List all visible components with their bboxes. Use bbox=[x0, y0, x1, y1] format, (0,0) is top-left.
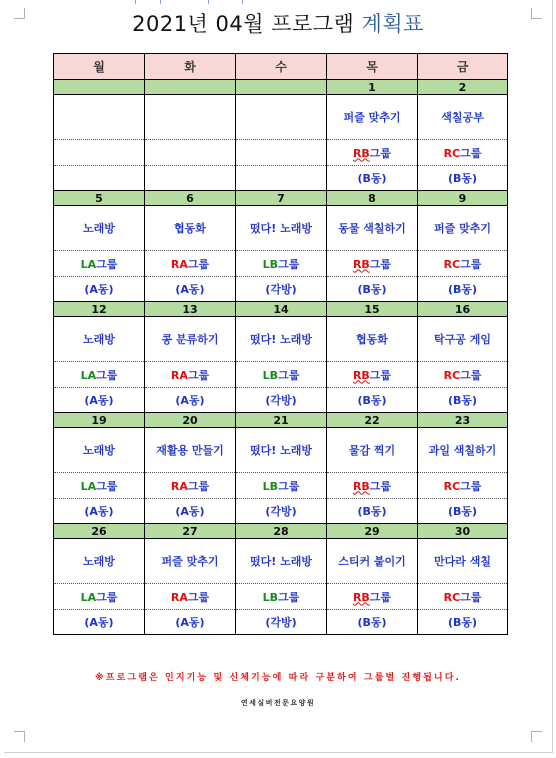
date-cell: 19 bbox=[54, 413, 145, 428]
building-row bbox=[54, 277, 508, 302]
program-row bbox=[54, 206, 508, 251]
group-code: RB bbox=[352, 146, 370, 160]
building-cell: (A동) bbox=[54, 277, 145, 302]
weekday-fri: 금 bbox=[418, 54, 508, 80]
group-cell bbox=[236, 362, 327, 388]
program-cell: 과일 색칠하기 bbox=[418, 428, 508, 473]
group-cell bbox=[418, 584, 508, 610]
program-cell: 떴다! 노래방 bbox=[236, 539, 327, 584]
date-cell: 1 bbox=[327, 80, 418, 95]
date-cell: 13 bbox=[145, 302, 236, 317]
group-code: RC bbox=[443, 590, 461, 604]
building-cell: (B동) bbox=[327, 277, 418, 302]
building-cell: (B동) bbox=[327, 166, 418, 191]
building-cell: (B동) bbox=[418, 610, 508, 635]
group-code: RA bbox=[170, 479, 188, 493]
weekday-mon: 월 bbox=[54, 54, 145, 80]
weekday-wed: 수 bbox=[236, 54, 327, 80]
group-cell bbox=[145, 140, 236, 166]
group-code: RA bbox=[170, 368, 188, 382]
date-cell: 15 bbox=[327, 302, 418, 317]
program-cell: 탁구공 게임 bbox=[418, 317, 508, 362]
program-cell bbox=[54, 95, 145, 140]
group-cell bbox=[145, 362, 236, 388]
program-cell: 협동화 bbox=[327, 317, 418, 362]
group-suffix: 그룹 bbox=[96, 368, 118, 382]
building-cell: (A동) bbox=[54, 388, 145, 413]
group-suffix: 그룹 bbox=[369, 479, 392, 493]
group-suffix: 그룹 bbox=[460, 257, 482, 271]
notice-text: ※프로그램은 인지기능 및 신체기능에 따라 구분하여 그룹별 진행됩니다. bbox=[94, 673, 462, 683]
group-code: RB bbox=[352, 257, 370, 271]
building-cell: (A동) bbox=[145, 388, 236, 413]
group-suffix: 그룹 bbox=[96, 257, 118, 271]
group-cell bbox=[418, 362, 508, 388]
group-suffix: 그룹 bbox=[369, 368, 392, 382]
program-cell: 퍼즐 맞추기 bbox=[327, 95, 418, 140]
program-cell: 노래방 bbox=[54, 206, 145, 251]
title-accent: 계획표 bbox=[361, 12, 424, 36]
group-code: LA bbox=[80, 590, 97, 604]
date-cell: 16 bbox=[418, 302, 508, 317]
date-row bbox=[54, 80, 508, 95]
program-row bbox=[54, 539, 508, 584]
date-cell: 9 bbox=[418, 191, 508, 206]
group-suffix: 그룹 bbox=[187, 479, 210, 493]
program-cell bbox=[236, 95, 327, 140]
group-cell bbox=[54, 251, 145, 277]
group-code: RC bbox=[443, 146, 461, 160]
date-cell: 5 bbox=[54, 191, 145, 206]
building-cell: (A동) bbox=[54, 499, 145, 524]
group-cell bbox=[418, 140, 508, 166]
building-cell: (B동) bbox=[418, 277, 508, 302]
building-cell: (각방) bbox=[236, 277, 327, 302]
group-cell bbox=[418, 251, 508, 277]
group-cell bbox=[236, 251, 327, 277]
program-cell: 떴다! 노래방 bbox=[236, 317, 327, 362]
page-title bbox=[0, 8, 556, 38]
group-row bbox=[54, 584, 508, 610]
group-suffix: 그룹 bbox=[369, 590, 392, 604]
group-cell bbox=[54, 473, 145, 499]
group-cell bbox=[327, 473, 418, 499]
building-cell: (각방) bbox=[236, 610, 327, 635]
group-suffix: 그룹 bbox=[369, 146, 392, 160]
group-cell bbox=[54, 584, 145, 610]
program-cell: 물감 찍기 bbox=[327, 428, 418, 473]
program-cell: 색칠공부 bbox=[418, 95, 508, 140]
building-cell bbox=[145, 166, 236, 191]
group-cell bbox=[236, 473, 327, 499]
group-cell bbox=[327, 362, 418, 388]
date-cell: 7 bbox=[236, 191, 327, 206]
group-suffix: 그룹 bbox=[460, 368, 482, 382]
date-row bbox=[54, 302, 508, 317]
group-cell bbox=[327, 251, 418, 277]
date-row bbox=[54, 191, 508, 206]
date-cell: 23 bbox=[418, 413, 508, 428]
date-cell: 29 bbox=[327, 524, 418, 539]
group-suffix: 그룹 bbox=[187, 257, 210, 271]
building-cell: (A동) bbox=[145, 610, 236, 635]
date-cell: 22 bbox=[327, 413, 418, 428]
group-code: RC bbox=[443, 257, 461, 271]
group-cell bbox=[327, 584, 418, 610]
group-row bbox=[54, 251, 508, 277]
program-cell: 떴다! 노래방 bbox=[236, 206, 327, 251]
program-row bbox=[54, 428, 508, 473]
building-cell: (A동) bbox=[145, 277, 236, 302]
program-cell: 퍼즐 맞추기 bbox=[145, 539, 236, 584]
group-cell bbox=[54, 362, 145, 388]
group-code: LB bbox=[262, 479, 279, 493]
program-cell: 콩 분류하기 bbox=[145, 317, 236, 362]
group-suffix: 그룹 bbox=[278, 368, 300, 382]
group-code: RB bbox=[352, 368, 370, 382]
program-cell: 노래방 bbox=[54, 317, 145, 362]
group-code: LA bbox=[80, 479, 97, 493]
group-cell bbox=[54, 140, 145, 166]
date-cell: 27 bbox=[145, 524, 236, 539]
group-cell bbox=[145, 251, 236, 277]
program-cell: 협동화 bbox=[145, 206, 236, 251]
date-cell: 20 bbox=[145, 413, 236, 428]
date-cell bbox=[54, 80, 145, 95]
building-cell bbox=[236, 166, 327, 191]
group-suffix: 그룹 bbox=[460, 146, 482, 160]
building-cell: (각방) bbox=[236, 499, 327, 524]
group-code: LB bbox=[262, 257, 279, 271]
group-code: RB bbox=[352, 479, 370, 493]
building-cell: (A동) bbox=[54, 610, 145, 635]
date-cell: 8 bbox=[327, 191, 418, 206]
group-suffix: 그룹 bbox=[96, 590, 118, 604]
group-code: RA bbox=[170, 257, 188, 271]
building-row bbox=[54, 499, 508, 524]
program-cell: 스티커 붙이기 bbox=[327, 539, 418, 584]
group-code: RC bbox=[443, 479, 461, 493]
group-code: RC bbox=[443, 368, 461, 382]
group-suffix: 그룹 bbox=[278, 590, 300, 604]
weekday-tue: 화 bbox=[145, 54, 236, 80]
date-cell: 12 bbox=[54, 302, 145, 317]
program-cell: 재활용 만들기 bbox=[145, 428, 236, 473]
weekday-thu: 목 bbox=[327, 54, 418, 80]
date-cell: 2 bbox=[418, 80, 508, 95]
margin-corner-bottom-left bbox=[14, 731, 25, 742]
building-cell: (각방) bbox=[236, 388, 327, 413]
building-cell: (B동) bbox=[418, 499, 508, 524]
date-cell: 30 bbox=[418, 524, 508, 539]
group-cell bbox=[145, 584, 236, 610]
footer-org-name: 연세실버전문요양원 bbox=[240, 699, 316, 707]
program-cell: 노래방 bbox=[54, 428, 145, 473]
group-code: RB bbox=[352, 590, 370, 604]
building-cell: (B동) bbox=[418, 166, 508, 191]
building-cell: (B동) bbox=[327, 610, 418, 635]
group-suffix: 그룹 bbox=[278, 479, 300, 493]
program-cell: 만다라 색칠 bbox=[418, 539, 508, 584]
group-cell bbox=[418, 473, 508, 499]
date-row bbox=[54, 413, 508, 428]
building-cell: (B동) bbox=[327, 499, 418, 524]
date-cell: 26 bbox=[54, 524, 145, 539]
calendar-table bbox=[53, 53, 508, 635]
group-cell bbox=[236, 140, 327, 166]
group-code: RA bbox=[170, 590, 188, 604]
program-cell: 노래방 bbox=[54, 539, 145, 584]
date-cell bbox=[236, 80, 327, 95]
program-cell: 동물 색칠하기 bbox=[327, 206, 418, 251]
group-suffix: 그룹 bbox=[187, 368, 210, 382]
program-row bbox=[54, 95, 508, 140]
building-cell: (B동) bbox=[327, 388, 418, 413]
building-cell bbox=[54, 166, 145, 191]
group-code: LB bbox=[262, 590, 279, 604]
group-cell bbox=[145, 473, 236, 499]
date-cell: 6 bbox=[145, 191, 236, 206]
building-cell: (B동) bbox=[418, 388, 508, 413]
group-suffix: 그룹 bbox=[96, 479, 118, 493]
group-suffix: 그룹 bbox=[460, 479, 482, 493]
building-cell: (A동) bbox=[145, 499, 236, 524]
title-main: 2021년 04월 프로그램 bbox=[132, 12, 355, 36]
weekday-header-row bbox=[54, 54, 508, 80]
group-code: LA bbox=[80, 257, 97, 271]
group-row bbox=[54, 473, 508, 499]
group-suffix: 그룹 bbox=[460, 590, 482, 604]
program-cell: 떴다! 노래방 bbox=[236, 428, 327, 473]
group-suffix: 그룹 bbox=[187, 590, 210, 604]
building-row bbox=[54, 388, 508, 413]
program-cell bbox=[145, 95, 236, 140]
building-row bbox=[54, 166, 508, 191]
building-row bbox=[54, 610, 508, 635]
group-code: LB bbox=[262, 368, 279, 382]
group-cell bbox=[327, 140, 418, 166]
date-cell: 14 bbox=[236, 302, 327, 317]
date-cell bbox=[145, 80, 236, 95]
group-suffix: 그룹 bbox=[369, 257, 392, 271]
group-code: LA bbox=[80, 368, 97, 382]
program-cell: 퍼즐 맞추기 bbox=[418, 206, 508, 251]
date-row bbox=[54, 524, 508, 539]
group-row bbox=[54, 140, 508, 166]
group-suffix: 그룹 bbox=[278, 257, 300, 271]
program-row bbox=[54, 317, 508, 362]
date-cell: 28 bbox=[236, 524, 327, 539]
group-cell bbox=[236, 584, 327, 610]
date-cell: 21 bbox=[236, 413, 327, 428]
group-row bbox=[54, 362, 508, 388]
margin-corner-bottom-right bbox=[531, 731, 542, 742]
